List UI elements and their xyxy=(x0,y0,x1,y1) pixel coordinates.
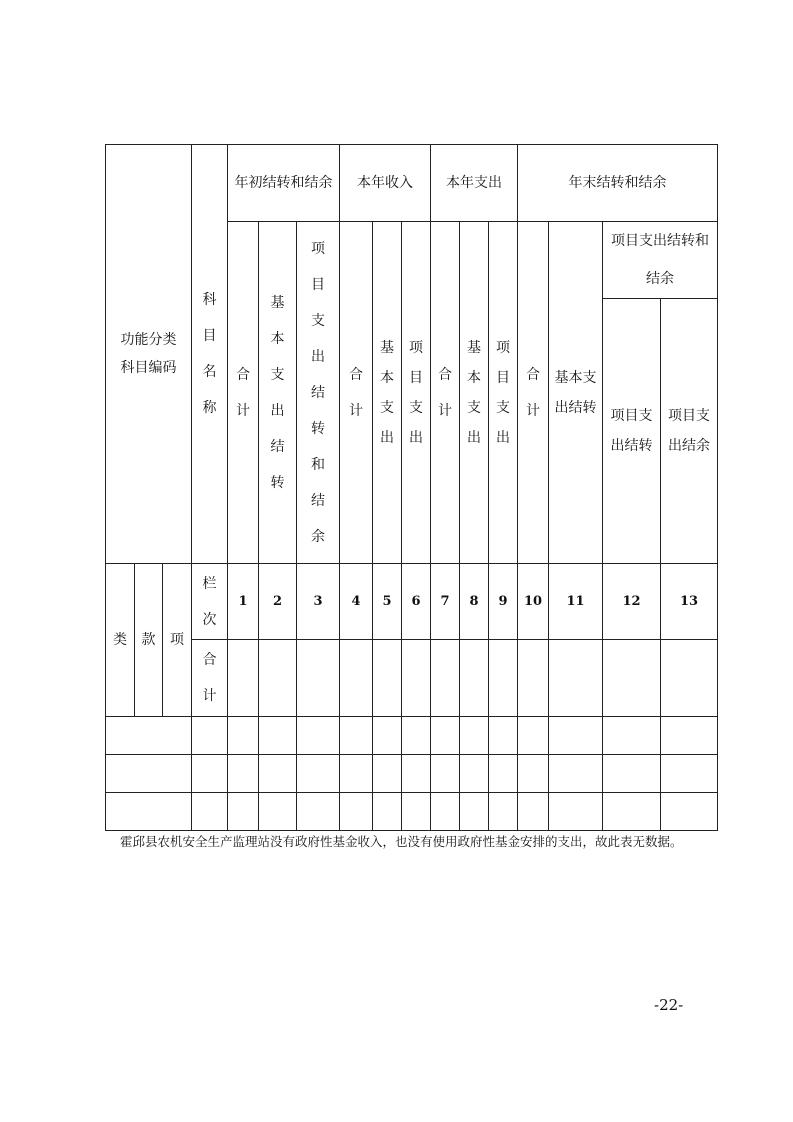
table-row xyxy=(106,717,718,755)
table-cell xyxy=(518,755,549,793)
table-cell xyxy=(489,793,518,831)
begin-total-header: 合计 xyxy=(228,222,259,564)
col-number: 11 xyxy=(549,564,603,640)
income-total-header: 合计 xyxy=(340,222,373,564)
table-cell xyxy=(431,755,460,793)
kuan-label: 款 xyxy=(135,564,163,717)
table-cell xyxy=(402,640,431,717)
table-cell xyxy=(460,717,489,755)
table-cell xyxy=(431,640,460,717)
end-project-balance-header: 项目支出结余 xyxy=(661,299,718,564)
table-cell xyxy=(192,793,228,831)
table-cell xyxy=(518,793,549,831)
table-cell xyxy=(489,755,518,793)
col-number: 8 xyxy=(460,564,489,640)
table-cell xyxy=(373,755,402,793)
expense-total-header: 合计 xyxy=(431,222,460,564)
lei-label: 类 xyxy=(106,564,135,717)
end-basic-header: 基本支出结转 xyxy=(549,222,603,564)
table-cell xyxy=(402,755,431,793)
table-cell xyxy=(489,717,518,755)
table-cell xyxy=(340,755,373,793)
table-cell xyxy=(106,717,192,755)
table-cell xyxy=(460,640,489,717)
gov-fund-expenditure-table xyxy=(105,144,718,831)
table-cell xyxy=(106,755,192,793)
subject-name-header: 科目名称 xyxy=(192,145,228,564)
func-code-header: 功能分类科目编码 xyxy=(106,145,192,564)
col-number: 10 xyxy=(518,564,549,640)
table-cell xyxy=(259,717,297,755)
table-cell xyxy=(340,793,373,831)
expense-project-header: 项目支出 xyxy=(489,222,518,564)
col-number: 7 xyxy=(431,564,460,640)
table-cell xyxy=(549,717,603,755)
income-basic-header: 基本支出 xyxy=(373,222,402,564)
table-cell xyxy=(106,793,192,831)
col-number: 4 xyxy=(340,564,373,640)
table-cell xyxy=(228,640,259,717)
table-cell xyxy=(603,755,661,793)
heji-label: 合计 xyxy=(192,640,228,717)
table-cell xyxy=(259,640,297,717)
xiang-label: 项 xyxy=(163,564,192,717)
table-cell xyxy=(661,755,718,793)
table-cell xyxy=(297,640,340,717)
table-cell xyxy=(297,755,340,793)
table-cell xyxy=(340,717,373,755)
end-project-header: 项目支出结转和结余 xyxy=(603,222,718,299)
table-cell xyxy=(228,755,259,793)
table-cell xyxy=(373,793,402,831)
col-number: 13 xyxy=(661,564,718,640)
income-header: 本年收入 xyxy=(340,145,431,222)
table-cell xyxy=(603,640,661,717)
table-cell xyxy=(340,640,373,717)
lanci-label: 栏次 xyxy=(192,564,228,640)
end-balance-header: 年末结转和结余 xyxy=(518,145,718,222)
table-row xyxy=(106,793,718,831)
table-cell xyxy=(549,640,603,717)
table-cell xyxy=(603,717,661,755)
col-number: 12 xyxy=(603,564,661,640)
table-cell xyxy=(431,717,460,755)
table-cell xyxy=(460,755,489,793)
page-number: -22- xyxy=(654,996,684,1014)
col-number: 3 xyxy=(297,564,340,640)
table-cell xyxy=(297,717,340,755)
income-project-header: 项目支出 xyxy=(402,222,431,564)
table-cell xyxy=(259,793,297,831)
table-cell xyxy=(661,793,718,831)
table-cell xyxy=(402,717,431,755)
table-cell xyxy=(373,640,402,717)
expense-basic-header: 基本支出 xyxy=(460,222,489,564)
begin-project-carry-balance-header: 项目支出结转和结余 xyxy=(297,222,340,564)
table-note: 霍邱县农机安全生产监理站没有政府性基金收入，也没有使用政府性基金安排的支出，故此表无数据。 xyxy=(120,834,683,849)
table-cell xyxy=(460,793,489,831)
end-total-header: 合计 xyxy=(518,222,549,564)
begin-basic-carry-header: 基本支出结转 xyxy=(259,222,297,564)
table-cell xyxy=(297,793,340,831)
table-cell xyxy=(228,717,259,755)
table-cell xyxy=(661,640,718,717)
col-number: 1 xyxy=(228,564,259,640)
table-cell xyxy=(192,717,228,755)
table-cell xyxy=(431,793,460,831)
table-cell xyxy=(549,793,603,831)
expense-header: 本年支出 xyxy=(431,145,518,222)
table-cell xyxy=(603,793,661,831)
col-number: 2 xyxy=(259,564,297,640)
table-cell xyxy=(259,755,297,793)
col-number: 6 xyxy=(402,564,431,640)
begin-balance-header: 年初结转和结余 xyxy=(228,145,340,222)
table-cell xyxy=(518,640,549,717)
table-cell xyxy=(661,717,718,755)
table-cell xyxy=(402,793,431,831)
col-number: 5 xyxy=(373,564,402,640)
table-row xyxy=(106,755,718,793)
col-number: 9 xyxy=(489,564,518,640)
table-cell xyxy=(489,640,518,717)
table-cell xyxy=(373,717,402,755)
table-cell xyxy=(228,793,259,831)
end-project-carry-header: 项目支出结转 xyxy=(603,299,661,564)
table-cell xyxy=(549,755,603,793)
table-cell xyxy=(518,717,549,755)
table-cell xyxy=(192,755,228,793)
